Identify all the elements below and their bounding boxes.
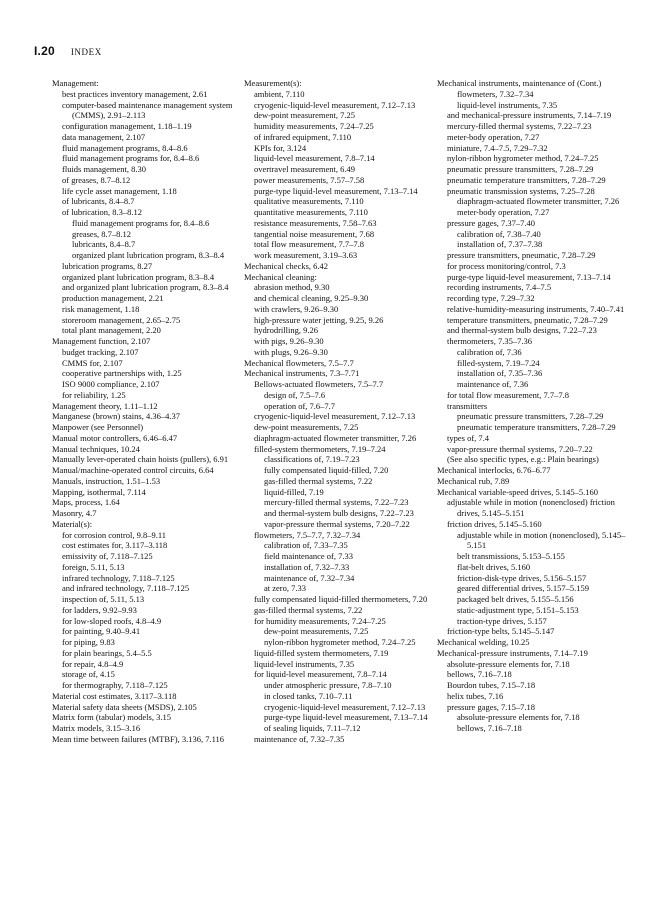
index-subentry: pressure gages, 7.37–7.40 <box>447 217 536 228</box>
index-subentry: hydrodrilling, 9.26 <box>254 325 318 336</box>
index-subentry: risk management, 1.18 <box>62 303 140 314</box>
index-subentry: liquid-filled system thermometers, 7.19 <box>254 647 389 658</box>
index-subentry: gas-filled thermal systems, 7.22 <box>264 475 373 486</box>
index-subentry: for humidity measurements, 7.24–7.25 <box>254 615 386 626</box>
index-subentry: absolute-pressure elements for, 7.18 <box>447 658 570 669</box>
index-subentry: of lubrication, 8.3–8.12 <box>62 207 143 217</box>
index-subentry: and thermal-system bulb designs, 7.22–7.23 <box>264 508 414 518</box>
index-subentry: installation of, 7.37–7.38 <box>457 239 543 250</box>
index-subentry: and chemical cleaning, 9.25–9.30 <box>254 293 369 303</box>
index-subentry: bellows, 7.16–7.18 <box>457 723 522 733</box>
index-subentry: for low-sloped roofs, 4.8–4.9 <box>62 615 162 626</box>
index-subentry: humidity measurements, 7.24–7.25 <box>254 121 374 131</box>
index-subentry: pressure transmitters, pneumatic, 7.28–7.29 <box>447 250 596 260</box>
index-subentry: flowmeters, 7.32–7.34 <box>457 88 534 99</box>
index-subentry: total flow measurement, 7.7–7.8 <box>254 239 365 250</box>
index-subentry: foreign, 5.11, 5.13 <box>62 561 125 572</box>
index-subentry: dew-point measurement, 7.25 <box>254 110 356 121</box>
index-subentry: diaphragm-actuated flowmeter transmitter, 7.26 <box>457 196 620 207</box>
index-subentry: at zero, 7.33 <box>264 583 307 594</box>
index-entry: Mechanical-pressure instruments, 7.14–7.19 <box>437 647 588 658</box>
index-entry: Mechanical instruments, 7.3–7.71 <box>244 368 360 379</box>
index-subentry: for process monitoring/control, 7.3 <box>447 260 566 271</box>
index-subentry: flat-belt drives, 5.160 <box>457 561 531 572</box>
index-subentry: vapor-pressure thermal systems, 7.20–7.22 <box>264 518 410 529</box>
index-subentry: temperature transmitters, pneumatic, 7.28–7.29 <box>447 314 608 325</box>
index-subentry: belt transmissions, 5.153–5.155 <box>457 551 565 561</box>
index-subentry: production management, 2.21 <box>62 293 164 303</box>
index-subentry: fluids management, 8.30 <box>62 164 147 174</box>
index-subentry: data management, 2.107 <box>62 131 146 142</box>
index-subentry: types of, 7.4 <box>447 432 490 443</box>
index-subentry: flowmeters, 7.5–7.7, 7.32–7.34 <box>254 529 361 540</box>
index-subentry: pneumatic temperature transmitters, 7.28–7.29 <box>457 422 616 432</box>
index-entry: Mapping, isothermal, 7.114 <box>52 486 146 497</box>
index-subentry: best practices inventory management, 2.61 <box>62 88 208 99</box>
index-subentry: adjustable while in motion (nonenclosed) friction drives, 5.145–5.151 <box>447 497 615 518</box>
index-subentry: adjustable while in motion (nonenclosed), 5.145–5.151 <box>457 529 626 551</box>
index-subentry: geared differential drives, 5.157–5.159 <box>457 583 590 594</box>
index-subentry: KPIs for, 3.124 <box>254 142 307 153</box>
index-subentry: maintenance of, 7.36 <box>457 379 529 389</box>
index-subentry: packaged belt drives, 5.155–5.156 <box>457 594 574 604</box>
index-entry: Matrix form (tabular) models, 3.15 <box>52 712 171 723</box>
index-subentry: for painting, 9.40–9.41 <box>62 626 141 637</box>
index-entry: Management: <box>52 78 99 88</box>
index-entry: Mechanical rub, 7.89 <box>437 475 510 486</box>
index-subentry: maintenance of, 7.32–7.34 <box>264 572 355 583</box>
index-subentry: for piping, 9.83 <box>62 637 115 647</box>
index-subentry: recording type, 7.29–7.32 <box>447 293 535 303</box>
index-subentry: vapor-pressure thermal systems, 7.20–7.22 <box>447 443 593 454</box>
index-subentry: calibration of, 7.38–7.40 <box>457 228 541 239</box>
index-subentry: recording instruments, 7.4–7.5 <box>447 282 552 293</box>
index-subentry: classifications of, 7.19–7.23 <box>264 454 360 465</box>
index-subentry: for ladders, 9.92–9.93 <box>62 604 137 615</box>
index-subentry: liquid-level measurement, 7.8–7.14 <box>254 153 375 164</box>
index-subentry: and thermal-system bulb designs, 7.22–7.23 <box>447 325 597 336</box>
index-subentry: overtravel measurement, 6.49 <box>254 164 356 174</box>
index-entry: Mechanical cleaning: <box>244 271 317 282</box>
index-subentry: transmitters <box>447 400 488 411</box>
index-subentry: of infrared equipment, 7.110 <box>254 131 352 142</box>
index-entry: Matrix models, 3.15–3.16 <box>52 723 141 733</box>
index-subentry: ISO 9000 compliance, 2.107 <box>62 379 160 389</box>
index-subentry: cryogenic-liquid-level measurement, 7.12–7.13 <box>264 701 426 712</box>
index-subentry: cryogenic-liquid-level measurement, 7.12–7.13 <box>254 99 416 110</box>
index-column-3 <box>437 78 627 734</box>
index-subentry: installation of, 7.35–7.36 <box>457 368 543 379</box>
index-entry: Measurement(s): <box>244 78 302 88</box>
index-entry: Material safety data sheets (MSDS), 2.105 <box>52 701 197 712</box>
index-subentry: of greases, 8.7–8.12 <box>62 174 131 185</box>
index-subentry: and mechanical-pressure instruments, 7.14–7.19 <box>447 110 612 121</box>
index-subentry: storeroom management, 2.65–2.75 <box>62 314 181 325</box>
index-subentry: cooperative partnerships with, 1.25 <box>62 368 182 379</box>
index-entry: Manual/machine-operated control circuits, 6.64 <box>52 465 214 475</box>
index-subentry: for corrosion control, 9.8–9.11 <box>62 529 167 540</box>
index-entry: Mechanical welding, 10.25 <box>437 637 530 647</box>
index-subentry: for repair, 4.8–4.9 <box>62 658 124 669</box>
index-subentry: pneumatic transmission systems, 7.25–7.28 <box>447 185 595 196</box>
index-subentry: with pigs, 9.26–9.30 <box>254 336 324 346</box>
index-subentry: filled-system thermometers, 7.19–7.24 <box>254 443 386 454</box>
index-subentry: purge-type liquid-level measurement, 7.13–7.14 <box>254 185 418 196</box>
index-subentry: installation of, 7.32–7.33 <box>264 561 350 572</box>
index-subentry: diaphragm-actuated flowmeter transmitter, 7.26 <box>254 432 417 443</box>
index-entry: Material cost estimates, 3.117–3.118 <box>52 690 177 701</box>
index-subentry: purge-type liquid-level measurement, 7.13–7.14 <box>264 712 428 723</box>
index-entry: Mechanical instruments, maintenance of (Cont.) <box>437 78 602 88</box>
index-subentry: quantitative measurements, 7.110 <box>254 207 368 217</box>
index-subentry: life cycle asset management, 1.18 <box>62 185 177 196</box>
index-subentry: and organized plant lubrication program, 8.3–8.4 <box>62 282 229 293</box>
index-subentry: pressure gages, 7.15–7.18 <box>447 701 536 712</box>
index-subentry: mercury-filled thermal systems, 7.22–7.23 <box>447 121 592 131</box>
index-subentry: abrasion method, 9.30 <box>254 282 330 293</box>
index-entry: Manually lever-operated chain hoists (pullers), 6.91 <box>52 454 229 465</box>
index-subentry: fluid management programs for, 8.4–8.6 <box>62 153 200 164</box>
index-subentry: traction-type drives, 5.157 <box>457 615 547 626</box>
index-entry: Management theory, 1.11–1.12 <box>52 400 158 411</box>
index-subentry: meter-body operation, 7.27 <box>447 131 540 142</box>
index-subentry: work measurement, 3.19–3.63 <box>254 250 358 260</box>
index-subentry: calibration of, 7.33–7.35 <box>264 540 348 551</box>
index-subentry: pneumatic temperature transmitters, 7.28–7.29 <box>447 174 606 185</box>
index-subentry: meter-body operation, 7.27 <box>457 207 550 217</box>
index-subentry: and infrared technology, 7.118–7.125 <box>62 583 190 594</box>
index-subentry: total plant management, 2.20 <box>62 325 161 336</box>
index-subentry: helix tubes, 7.16 <box>447 690 504 701</box>
index-subentry: storage of, 4.15 <box>62 669 115 680</box>
index-subentry: field maintenance of, 7.33 <box>264 551 353 561</box>
index-subentry: inspection of, 5.11, 5.13 <box>62 594 145 604</box>
index-subentry: emissivity of, 7.118–7.125 <box>62 551 153 561</box>
index-subentry: dew-point measurements, 7.25 <box>264 626 369 637</box>
index-subentry: pneumatic pressure transmitters, 7.28–7.29 <box>457 411 604 422</box>
index-subentry: fluid management programs, 8.4–8.6 <box>62 142 188 153</box>
index-subentry: miniature, 7.4–7.5, 7.29–7.32 <box>447 142 548 153</box>
index-entry: Manganese (brown) stains, 4.36–4.37 <box>52 411 180 422</box>
index-entry: Manuals, instruction, 1.51–1.53 <box>52 475 161 486</box>
index-subentry: lubrication programs, 8.27 <box>62 260 153 271</box>
index-subentry: mercury-filled thermal systems, 7.22–7.23 <box>264 497 409 508</box>
index-subentry: liquid-filled, 7.19 <box>264 486 324 497</box>
index-subentry: cryogenic-liquid-level measurement, 7.12–7.13 <box>254 411 416 422</box>
index-subentry: (See also specific types, e.g.: Plain bearings) <box>447 454 599 465</box>
page-header <box>34 44 102 58</box>
index-subentry: power measurements, 7.57–7.58 <box>254 174 365 185</box>
index-subentry: fluid management programs for, 8.4–8.6 <box>72 217 210 228</box>
index-subentry: for total flow measurement, 7.7–7.8 <box>447 389 570 400</box>
index-entry: Mechanical checks, 6.42 <box>244 260 329 271</box>
index-subentry: absolute-pressure elements for, 7.18 <box>457 712 580 723</box>
index-subentry: fully compensated liquid-filled, 7.20 <box>264 465 389 475</box>
index-subentry: high-pressure water jetting, 9.25, 9.26 <box>254 314 384 325</box>
index-subentry: Bellows-actuated flowmeters, 7.5–7.7 <box>254 379 384 389</box>
index-subentry: nylon-ribbon hygrometer method, 7.24–7.25 <box>447 153 599 164</box>
index-subentry: nylon-ribbon hygrometer method, 7.24–7.25 <box>264 637 416 647</box>
index-subentry: under atmospheric pressure, 7.8–7.10 <box>264 680 392 690</box>
index-entry: Mean time between failures (MTBF), 3.136, 7.116 <box>52 733 225 744</box>
index-subentry: gas-filled thermal systems, 7.22 <box>254 604 363 615</box>
index-entry: Masonry, 4.7 <box>52 508 97 518</box>
index-subentry: purge-type liquid-level measurement, 7.13–7.14 <box>447 271 611 282</box>
index-subentry: friction-disk-type drives, 5.156–5.157 <box>457 572 587 583</box>
index-subentry: lubricants, 8.4–8.7 <box>72 239 136 250</box>
index-subentry: fully compensated liquid-filled thermometers, 7.20 <box>254 594 428 604</box>
index-subentry: with crawlers, 9.26–9.30 <box>254 303 339 314</box>
index-column-1 <box>52 78 242 745</box>
index-entry: Mechanical interlocks, 6.76–6.77 <box>437 465 551 475</box>
index-subentry: organized plant lubrication program, 8.3–8.4 <box>62 271 215 282</box>
index-subentry: configuration management, 1.18–1.19 <box>62 121 192 131</box>
running-head: INDEX <box>70 47 102 57</box>
index-entry: Maps, process, 1.64 <box>52 497 120 508</box>
index-subentry: computer-based maintenance management system (CMMS), 2.91–2.113 <box>62 99 233 121</box>
index-subentry: budget tracking, 2.107 <box>62 346 139 357</box>
index-subentry: ambient, 7.110 <box>254 88 305 99</box>
index-subentry: liquid-level instruments, 7.35 <box>254 658 355 669</box>
index-subentry: for thermography, 7.118–7.125 <box>62 680 168 690</box>
index-subentry: thermometers, 7.35–7.36 <box>447 336 532 346</box>
index-subentry: friction-type belts, 5.145–5.147 <box>447 626 555 637</box>
index-subentry: design of, 7.5–7.6 <box>264 389 326 400</box>
index-subentry: resistance measurements, 7.58–7.63 <box>254 217 377 228</box>
index-subentry: of sealing liquids, 7.11–7.12 <box>264 723 361 733</box>
index-entry: Management function, 2.107 <box>52 336 151 346</box>
index-subentry: for liquid-level measurement, 7.8–7.14 <box>254 669 387 680</box>
index-entry: Manual techniques, 10.24 <box>52 443 140 454</box>
index-subentry: in closed tanks, 7.10–7.11 <box>264 690 353 701</box>
index-subentry: Bourdon tubes, 7.15–7.18 <box>447 680 536 690</box>
page-number: I.20 <box>34 44 55 58</box>
index-subentry: bellows, 7.16–7.18 <box>447 669 512 680</box>
index-entry: Manpower (see Personnel) <box>52 422 144 432</box>
index-subentry: qualitative measurements, 7.110 <box>254 196 364 207</box>
index-subentry: greases, 8.7–8.12 <box>72 228 132 239</box>
index-subentry: for plain bearings, 5.4–5.5 <box>62 647 152 658</box>
index-subentry: infrared technology, 7.118–7.125 <box>62 572 175 583</box>
index-entry: Mechanical variable-speed drives, 5.145–5.160 <box>437 486 598 497</box>
index-subentry: operation of, 7.6–7.7 <box>264 400 336 411</box>
index-subentry: filled-system, 7.19–7.24 <box>457 357 540 368</box>
index-subentry: of lubricants, 8.4–8.7 <box>62 196 135 207</box>
index-subentry: organized plant lubrication program, 8.3–8.4 <box>72 250 225 260</box>
index-subentry: CMMS for, 2.107 <box>62 357 123 368</box>
index-subentry: with plugs, 9.26–9.30 <box>254 346 328 357</box>
index-subentry: for reliability, 1.25 <box>62 389 126 400</box>
index-subentry: cost estimates for, 3.117–3.118 <box>62 540 168 551</box>
index-subentry: dew-point measurements, 7.25 <box>254 422 359 432</box>
index-subentry: static-adjustment type, 5.151–5.153 <box>457 604 579 615</box>
index-subentry: liquid-level instruments, 7.35 <box>457 99 558 110</box>
index-entry: Manual motor controllers, 6.46–6.47 <box>52 432 178 443</box>
index-subentry: pneumatic pressure transmitters, 7.28–7.29 <box>447 164 594 174</box>
index-subentry: relative-humidity-measuring instruments, 7.40–7.41 <box>447 303 625 314</box>
index-column-2 <box>244 78 434 745</box>
index-subentry: friction drives, 5.145–5.160 <box>447 518 542 529</box>
index-entry: Mechanical flowmeters, 7.5–7.7 <box>244 357 354 368</box>
index-subentry: tangential noise measurement, 7.68 <box>254 228 375 239</box>
index-entry: Material(s): <box>52 518 93 529</box>
index-subentry: maintenance of, 7.32–7.35 <box>254 733 345 744</box>
index-subentry: calibration of, 7.36 <box>457 346 522 357</box>
